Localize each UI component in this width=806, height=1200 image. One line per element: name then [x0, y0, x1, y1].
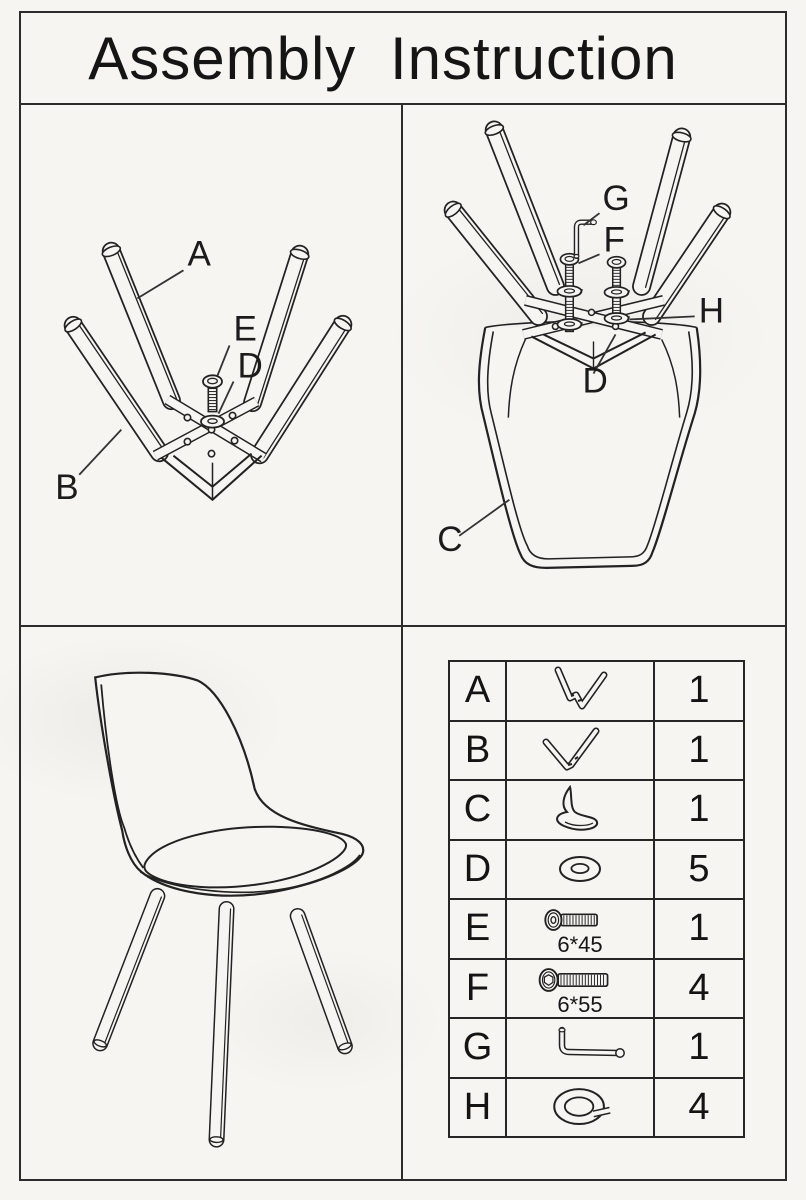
table-row [450, 662, 743, 722]
bolt-size-label: 6*55 [557, 991, 603, 1017]
table-row [450, 900, 743, 960]
table-row [450, 781, 743, 841]
part-qty: 4 [688, 1085, 710, 1128]
assembled-chair-diagram [21, 627, 401, 1179]
label-e: E [233, 309, 257, 349]
leg-frames-diagram [21, 105, 401, 625]
panel-seat-attachment [403, 105, 785, 627]
part-id: G [450, 1019, 507, 1077]
part-id: F [450, 960, 507, 1018]
label-f: F [603, 220, 625, 260]
part-id: C [450, 781, 507, 839]
panel-parts-list [403, 627, 785, 1179]
chair-legs [100, 896, 349, 1140]
allen-key [574, 220, 596, 258]
title-band [21, 13, 785, 105]
label-d: D [237, 346, 263, 386]
flat-washer-icon [507, 841, 654, 898]
label-d: D [582, 361, 608, 401]
part-id: H [450, 1079, 507, 1137]
rear-leg-frame-icon [507, 722, 654, 779]
leg-tip-caps [443, 123, 732, 221]
part-qty: 1 [688, 1026, 710, 1069]
page-title: Assembly Instruction [88, 24, 678, 92]
panel-leg-frames [21, 105, 403, 627]
part-id: A [450, 662, 507, 720]
table-row [450, 841, 743, 901]
part-id: D [450, 841, 507, 899]
sheet-border [19, 11, 787, 1181]
part-id: E [450, 900, 507, 958]
part-qty: 1 [688, 907, 710, 950]
label-b: B [55, 467, 79, 507]
table-row [450, 1079, 743, 1137]
cross-bars [155, 400, 263, 500]
part-qty: 4 [688, 966, 710, 1009]
part-qty: 1 [688, 788, 710, 831]
chair-shell [95, 673, 363, 896]
table-row [450, 722, 743, 782]
label-g: G [602, 179, 630, 219]
bolt-size-label: 6*45 [557, 932, 603, 958]
part-qty: 5 [688, 847, 710, 890]
label-c: C [437, 519, 463, 559]
label-a: A [187, 234, 211, 274]
part-qty: 1 [688, 728, 710, 771]
part-id: B [450, 722, 507, 780]
panel-assembled-chair [21, 627, 403, 1179]
front-leg-frame-icon [507, 662, 654, 719]
allen-key-icon [507, 1019, 654, 1076]
spring-washer-icon [507, 1079, 654, 1136]
table-row [450, 1019, 743, 1079]
seat-shell-icon [507, 781, 654, 838]
parts-table [448, 660, 745, 1138]
bolt-e-and-washer-d [201, 375, 224, 427]
part-qty: 1 [688, 669, 710, 712]
label-h: H [698, 291, 725, 331]
seat-shell [479, 321, 700, 567]
seat-attachment-diagram [403, 105, 785, 625]
layout-grid [21, 105, 785, 1179]
table-row [450, 960, 743, 1020]
